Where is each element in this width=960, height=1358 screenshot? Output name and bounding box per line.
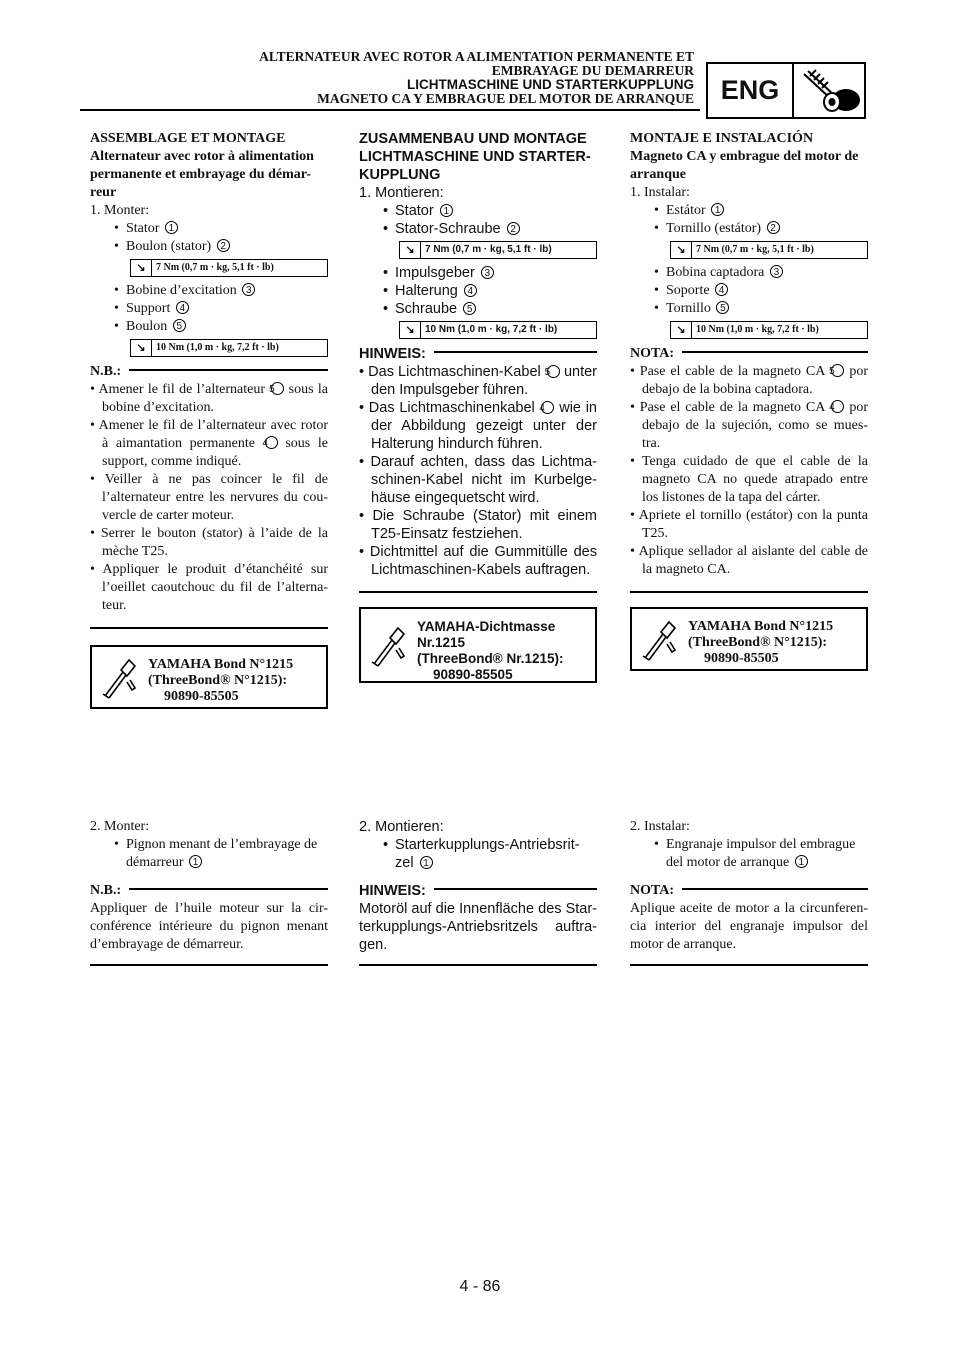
de-item-bolt: • Stator-Schraube 2 [359,220,597,238]
header-line-fr: ALTERNATEUR AVEC ROTOR A ALIMENTATION PERMANENTE ET [259,49,694,64]
header-line-de: LICHTMASCHINE UND STARTERKUPPLUNG [407,77,694,92]
fr-sealant-code: 90890-85505 [164,689,239,704]
page-number: 4 - 86 [459,1278,501,1295]
de-note-3: • Darauf achten, dass das Lichtma-schinen-Kabel nicht im Kurbelge-häuse eingequetscht wird. [359,454,597,506]
de-sealant-alt: (ThreeBond® Nr.1215): [417,651,564,666]
es-note-end-rule [630,591,868,593]
de-item-pickup: • Impulsgeber 3 [359,264,597,282]
fr-sealant-alt: (ThreeBond® N°1215): [148,673,288,688]
sealant-tool-icon [632,609,686,669]
callout-number: 3 [770,265,783,278]
eng-badge [706,62,866,119]
header-line-fr-2: EMBRAYAGE DU DEMARREUR [491,63,694,78]
torque-wrench-icon: ↘ [131,340,152,356]
de-note2-end-rule [359,964,597,966]
callout-number: 3 [481,266,494,279]
callout-number: 5 [463,302,476,315]
es-note2-text: Aplique aceite de motor a la circunferen-cia interior del engranaje impulsor del motor de arranque. [630,901,868,952]
callout-number: 1 [711,203,724,216]
torque-wrench-icon: ↘ [400,322,421,338]
es-item-coil: • Bobina captadora 3 [630,264,868,282]
callout-number: 2 [217,239,230,252]
callout-number: 3 [242,283,255,296]
es-subtitle: Magneto CA y embrague del motor de arranque [630,149,859,182]
es-sealant-name: YAMAHA Bond N°1215 [688,619,834,634]
es-step-1: 1. Instalar: [630,185,690,200]
fr-item-bolt-2: • Boulon 5 [90,318,328,336]
de-note2-heading: HINWEIS: [359,882,597,900]
callout-number: 5 [831,364,844,377]
callout-number: 1 [440,204,453,217]
sealant-tool-icon [361,609,415,681]
header-line-es: MAGNETO CA Y EMBRAGUE DEL MOTOR DE ARRANQUE [317,91,694,106]
de-sealant-code: 90890-85505 [433,667,513,682]
es-sealant-alt: (ThreeBond® N°1215): [688,635,828,650]
fr-note-4: • Serrer le bouton (stator) à l’aide de la mèche T25. [90,526,328,559]
fr-torque-spec-1: ↘ 7 Nm (0,7 m · kg, 5,1 ft · lb) [130,259,328,277]
es-sealant-box [630,607,868,671]
de-sealant-name: YAMAHA-Dichtmasse [417,619,556,634]
de-note-5: • Dichtmittel auf die Gummitülle des Lichtmaschinen-Kabels auftragen. [359,544,597,578]
de-item-screw: • Schraube 5 [359,300,597,318]
es-note-heading: NOTA: [630,345,868,363]
fr-item-bolt: • Boulon (stator) 2 [90,238,328,256]
torque-wrench-icon: ↘ [131,260,152,276]
callout-number: 4 [176,301,189,314]
es-note2-end-rule [630,964,868,966]
de-step-1: 1. Montieren: [359,185,444,201]
fr-note-3: • Veiller à ne pas coincer le fil de l’alternateur entre les nervures du cou-vercle de carter moteur. [90,472,328,523]
fr-item-stator: • Stator 1 [90,220,328,238]
fr-sealant-box [90,645,328,709]
fr-item-gear: • Pignon menant de l’embrayage de démarreur 1 [90,836,328,872]
callout-number: 5 [547,365,560,378]
de-item-bracket: • Halterung 4 [359,282,597,300]
de-title: ZUSAMMENBAU UND MONTAGE LICHTMASCHINE UND STARTER-KUPPLUNG [359,131,591,183]
sealant-tool-icon [92,647,146,707]
fr-sealant-name: YAMAHA Bond N°1215 [148,657,294,672]
column-german [359,130,597,683]
es-note-4: • Apriete el tornillo (estátor) con la punta T25. [630,508,868,541]
de-note2-text: Motoröl auf die Innenfläche des Star-terkupplungs-Antriebsritzels auftra-gen. [359,901,597,953]
es-torque-spec-2: ↘ 10 Nm (1,0 m · kg, 7,2 ft · lb) [670,321,868,339]
eng-label: ENG [708,64,794,117]
es-note-5: • Aplique sellador al aislante del cable de la magneto CA. [630,544,868,577]
callout-number: 1 [189,855,202,868]
torque-wrench-icon: ↘ [400,242,421,258]
de-note-4: • Die Schraube (Stator) mit einem T25-Einsatz festziehen. [359,508,597,542]
es-note2-heading: NOTA: [630,882,868,900]
es-note-2: • Pase el cable de la magneto CA 4 por debajo de la sujeción, como se mues-tra. [630,400,869,451]
es-step-2: 2. Instalar: [630,819,690,834]
de-note-end-rule [359,591,597,593]
fr-step-2: 2. Monter: [90,819,150,834]
callout-number: 2 [507,222,520,235]
engine-part-icon [794,64,864,117]
torque-wrench-icon: ↘ [671,322,692,338]
de-sealant-number: Nr.1215 [417,635,466,650]
de-note-1: • Das Lichtmaschinen-Kabel 5 unter den Impulsgeber führen. [359,364,598,398]
column-german-step2 [359,818,597,966]
callout-number: 4 [541,401,554,414]
de-torque-spec-2: ↘ 10 Nm (1,0 m · kg, 7,2 ft · lb) [399,321,597,339]
callout-number: 4 [265,436,278,449]
es-note-1: • Pase el cable de la magneto CA 5 por debajo de la bobina captadora. [630,364,869,397]
de-note-2: • Das Lichtmaschinenkabel 4 wie in der Abbildung gezeigt unter der Halterung hindurch führen. [359,400,597,452]
callout-number: 5 [271,382,284,395]
fr-subtitle: Alternateur avec rotor à alimentation permanente et embrayage du démar-reur [90,149,314,200]
es-torque-spec-1: ↘ 7 Nm (0,7 m · kg, 5,1 ft · lb) [670,241,868,259]
fr-item-coil: • Bobine d’excitation 3 [90,282,328,300]
de-step-2: 2. Montieren: [359,819,444,835]
fr-torque-spec-2: ↘ 10 Nm (1,0 m · kg, 7,2 ft · lb) [130,339,328,357]
column-spanish-step2 [630,818,868,966]
es-title: MONTAJE E INSTALACIÓN [630,131,814,146]
torque-wrench-icon: ↘ [671,242,692,258]
fr-note-5: • Appliquer le produit d’étanchéité sur l’oeillet caoutchouc du fil de l’alterna-teur. [90,562,328,613]
fr-note2-end-rule [90,964,328,966]
fr-title: ASSEMBLAGE ET MONTAGE [90,131,286,146]
fr-note-1: • Amener le fil de l’alternateur 5 sous la bobine d’excitation. [90,382,328,415]
fr-note2-text: Appliquer de l’huile moteur sur la cir-conférence intérieure du pignon menant d’embrayage de démarreur. [90,901,328,952]
es-item-screw: • Tornillo 5 [630,300,868,318]
de-item-gear: • Starterkupplungs-Antriebsrit-zel 1 [359,836,597,872]
fr-note-heading: N.B.: [90,363,328,381]
callout-number: 4 [715,283,728,296]
fr-item-support: • Support 4 [90,300,328,318]
de-note-heading: HINWEIS: [359,345,597,363]
callout-number: 4 [464,284,477,297]
column-french-step2 [90,818,328,966]
header-rule [80,109,700,111]
fr-note-end-rule [90,627,328,629]
es-note-3: • Tenga cuidado de que el cable de la magneto CA no quede atrapado entre los listones de la tapa del cárter. [630,454,868,505]
callout-number: 2 [767,221,780,234]
column-french [90,130,328,709]
es-sealant-code: 90890-85505 [704,651,779,666]
es-item-stator: • Estátor 1 [630,202,868,220]
callout-number: 1 [165,221,178,234]
section-header [259,50,694,106]
de-torque-spec-1: ↘ 7 Nm (0,7 m · kg, 5,1 ft · lb) [399,241,597,259]
callout-number: 5 [716,301,729,314]
es-item-bolt: • Tornillo (estátor) 2 [630,220,868,238]
fr-step-1: 1. Monter: [90,203,150,218]
es-item-gear: • Engranaje impulsor del embrague del motor de arranque 1 [630,836,868,872]
de-sealant-box [359,607,597,683]
de-item-stator: • Stator 1 [359,202,597,220]
callout-number: 5 [173,319,186,332]
column-spanish [630,130,868,671]
callout-number: 1 [795,855,808,868]
fr-note-2: • Amener le fil de l’alternateur avec rotor à aimantation permanente 4 sous le support, comme indiqué. [90,418,329,469]
fr-note2-heading: N.B.: [90,882,328,900]
es-item-support: • Soporte 4 [630,282,868,300]
callout-number: 4 [831,400,844,413]
callout-number: 1 [420,856,433,869]
